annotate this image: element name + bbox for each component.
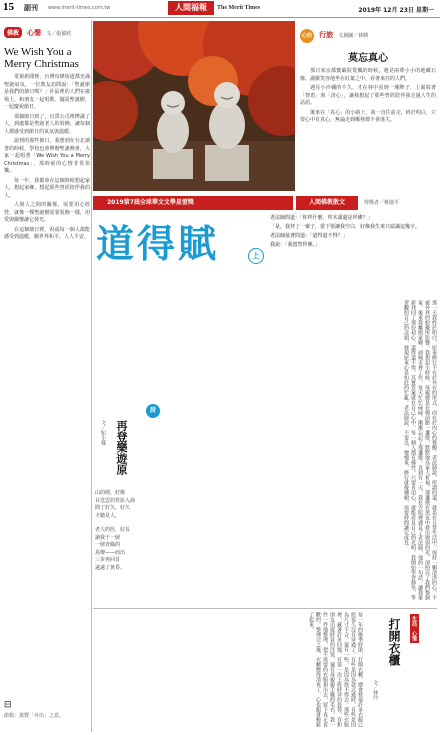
column-tag: 佛教 [4, 27, 22, 38]
site-url[interactable]: www.merit-times.com.tw [48, 5, 111, 11]
intro-line: 老法師接著問道：「道得道不得？」 [270, 233, 348, 239]
article-title: 莫忘真心 [348, 53, 388, 64]
poem-line [95, 520, 161, 527]
intro-line: 老法師問道：「你拜什麼，拜木頭還是拜佛？」 [270, 215, 373, 221]
article-title: We Wish You a Merry Christmas [4, 46, 79, 70]
poem-line: 讀我千一層 [95, 534, 121, 541]
article-body [300, 68, 436, 125]
vertical-text: 那一天我終於明白，原來修行不在於外在的形式，而在於內心的覺醒。老法師說，所謂的道，就是在日常生活中，保持一顆清淨的心，不被外界的紛擾所影響。我想起小時候，母親總是在佛前點一盞燈，默默地為家人祈福。那盞燈在黑夜中發出微弱的光，卻照亮了我們整個家。後來我離開家鄉，到城市裡工作，每天忙忙碌碌，漸漸忘記了那盞燈。直到有一天，我在寺院裡遇見了老法師，他的一句話，讓我重新找回了那份初心。道得道不得，其實答案就在自己心中。每一個人都有佛性，只要肯用心，就能看見自己的光明。我開始學習靜坐，學習觀照自己的念頭，發現原來心是如此的忙亂。老法師說，不要急，慢慢來，修行就像種樹，需要時間讓它成長。 [403, 300, 437, 600]
poem-line: 才聽見人， [95, 512, 121, 519]
award-author: 得獎者／蔡億平 [364, 200, 400, 206]
paragraph: 說到的那些節日，我想到在台北讀書的時候，學校也會舉辦聖誕晚會，大家一起唱著「We Wish You a Merry Christmas」，那時候的心情非常快樂。 [4, 138, 90, 174]
poem-line: 一層青綠的 [95, 542, 121, 548]
paragraph: 在這個節日裡，祝福每一個人都能感受到溫暖，願世界和平，人人平安。 [4, 226, 90, 240]
poem-title: 再登樂遊原 [115, 420, 128, 475]
category-chip: 人間佛教散文 [296, 196, 358, 210]
page-number: 15 [3, 1, 14, 13]
poem-line: 山的層，好像 [95, 490, 126, 496]
bottom-article-body [93, 612, 363, 730]
bottom-column-tag: 生活．心情 [411, 616, 417, 641]
poem-line: 鳥聲——而出 [95, 549, 126, 556]
intro-line: 「是，我拜了一輩子，當下要讓我空白，好像我生來只認識這幾字。 [270, 224, 421, 230]
section-end-icon: ⊟ [4, 700, 12, 710]
article-intro [270, 214, 438, 289]
byline: 文／張郁欣 [46, 31, 72, 37]
poem-line: 遠遠了黃昏。 [95, 564, 126, 571]
paragraph: 那個節日到了，百貨公司裡擠滿了人，到處都是聖誕老人的裝飾，讓每個人都感受到節日的氣氛與溫暖。 [4, 113, 90, 135]
main-article-title: 道得賦 [96, 221, 220, 266]
right-top-article [300, 22, 436, 212]
footer-note: 節錄：葉豐「外出」之意。 [4, 713, 65, 719]
article-body [4, 74, 90, 242]
jizo-statues-photo [93, 21, 295, 191]
poem-line: 老人的徑，好長 [95, 527, 131, 533]
page-section-label: 副刊 [24, 5, 38, 12]
column-title: 行旅 [319, 31, 334, 39]
poem-line: 目送雲的背影入海 [95, 497, 136, 504]
column-divider [91, 20, 92, 732]
vertical-text: 每一年的換季時節，打開衣櫃，總會發現許多衣服已經很久沒有穿過了。有些是因為款式過時，有些是因為尺寸不合，還有一些，是因為捨不得丟。那些衣服裡，藏著許多回憶，有第一次上班時穿的套裝，有和朋友出遊時買的洋裝，還有母親親手織的毛衣。我一件一件地整理，把不需要的衣服捐出去，留下真正喜歡的。整理完之後，衣櫃變得清爽了，心也跟著輕鬆了起來。 [308, 612, 363, 727]
paragraph: 每一年，我都會在這個時候想起家人，想起家鄉，想起那些曾經陪伴我的人。 [4, 177, 90, 199]
intro-line: 我說：「我當然拜佛。」 [270, 242, 321, 248]
left-column-article [4, 20, 90, 696]
issue-date: 2019年 12月 23日 星期一 [358, 7, 434, 14]
newspaper-logo: 人間福報 [168, 1, 214, 15]
poem-line: 三步再回首 [95, 557, 121, 563]
paragraph: 電視新聞裡，台灣每條街道都充滿聖誕氣氛，一位教友訪問說：「聖誕節是我們的節日嗎？」社區裡的人們在廣場上，和朋友一起唱歌、擺設聖誕樹，一起慶祝節日。 [4, 74, 90, 110]
paragraph: 遇見小沙彌的不久，才在林中看到一塊牌子，上面寫著「智恵」與「清心」，讓我想起了那些曾經陪伴我走過人生的話語。 [300, 85, 436, 106]
poem-seal: 詩 [146, 404, 160, 418]
paragraph: 人與人之間的關係，需要用心經營，就像一棵聖誕樹需要裝飾一樣，用愛與關懷讓它發光。 [4, 202, 90, 223]
column-seal: 心的 [300, 29, 314, 43]
column-title: 心聲 [27, 29, 42, 37]
section-divider [93, 608, 437, 609]
masthead [0, 0, 440, 18]
poem-author: 文／紀小樣 [100, 420, 106, 445]
poem-line: 問了好久，好久 [95, 505, 131, 511]
bottom-article-author: 文／林玲 [372, 680, 378, 700]
byline: 文與圖／林勝 [338, 33, 369, 39]
paragraph: 那日來京都寶嚴院賞楓的時候，遇見兩尊小小的地藏石像，滿臉笑容地坐在紅葉之中，看著來往的人們。 [300, 68, 436, 82]
paragraph: 後來在「真心」的小路上，我一直往前走，終於明白，只要心中有真心，無論走到哪裡都不會迷失。 [300, 109, 436, 123]
newspaper-english-name: The Merit Times [217, 5, 261, 11]
part-badge: 上 [248, 248, 264, 264]
bottom-article-title: 打開衣櫃 [387, 618, 401, 666]
award-banner: 2019第7屆全球華文文學星雲獎 [93, 196, 293, 210]
poem-text [95, 490, 161, 572]
